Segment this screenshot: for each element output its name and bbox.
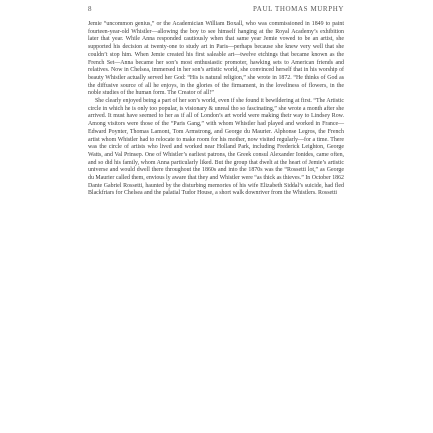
paragraph: She clearly enjoyed being a part of her son’s world, even if she found it bewildering at first. “The Artistic circle in which he is only too popular, is visionary & unreal tho so fascinating,” she wrote a month after she arrived. It must have seemed to her as if all of London’s art world were making their way to Lindsey Row. Among visitors were those of the “Paris Gang,” with whom Whistler had played and worked in France—Edward Poynter, Thomas Lamont, Tom Armstrong, and George du Maurier. Alphonse Legros, the French artist whom Whistler had to relocate to make room for his mother, now visited regularly—for a time. There was the circle of artists who lived and worked near Holland Park, including Frederick Leighton, George Watts, and Val Prinsep. One of Whistler’s earliest patrons, the Greek consul Alexander Ionides, came often, and so did his family, whom Anna particularly liked. But the group that dwelt at the heart of Jemie’s artistic universe and would dwell there throughout the 1860s and into the 1870s was the “Rossetti lot,” as George du Maurier called them, envious ly aware that they and Whistler were “as thick as thieves.” In October 1862 Dante Gabriel Rossetti, haunted by the disturbing memories of his wife Elizabeth Siddal’s suicide, had fled Blackfriars for Chelsea and the palatial Tudor House, a short walk downriver from the Whistlers. Rossetti: [88, 98, 344, 197]
page-number: 8: [88, 5, 93, 13]
paragraph: Jemie “uncommon genius,” or the Academician William Boxall, who was commissioned in 1849 to paint fourteen-year-old Whistler—allowing the boy to see himself hanging at the Royal Academy’s exhibition later that year. While Anna responded cautiously when that same year Jemie vowed to be an artist, she supported his decision at twenty-one to study art in Paris—perhaps because she knew very well that she couldn’t stop him. When Jemie created his first saleable art—twelve etchings that became known as the French Set—Anna became her son’s most enthusiastic promoter, hawking sets to American friends and relatives. Now in Chelsea, immersed in her son’s artistic world, she convinced herself that in his worship of beauty Whistler actually served her God: “His is natural religion,” she wrote in 1872. “He thinks of God as the diffusive source of all he enjoys, in the glories of the firmament, in the loveliness of flowers, in the noble studies of the human form. The Creator of all!”: [88, 21, 344, 97]
running-header: [88, 5, 344, 15]
body-text: [88, 21, 344, 198]
running-title: PAUL THOMAS MURPHY: [252, 5, 344, 13]
